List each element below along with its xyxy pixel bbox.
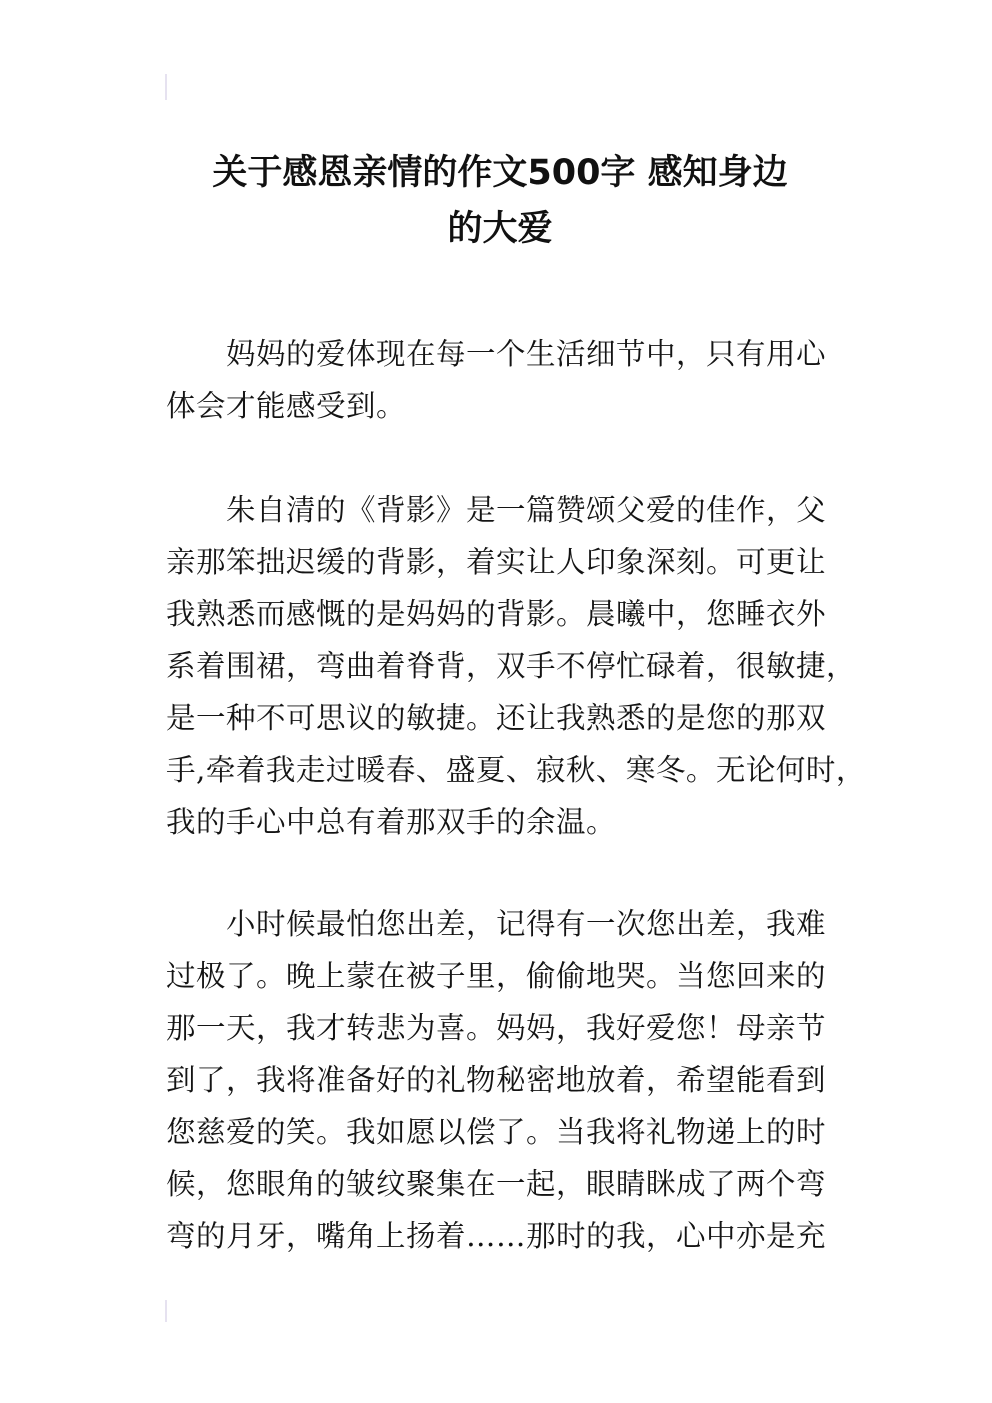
text-line: 妈妈的爱体现在每一个生活细节中，只有用心 — [226, 337, 827, 371]
title-line-2: 的大爱 — [447, 209, 553, 250]
title-line-1: 关于感恩亲情的作文500字 感知身边 — [212, 153, 788, 194]
text-line: 您慈爱的笑。我如愿以偿了。当我将礼物递上的时 — [166, 1115, 827, 1149]
text-line: 我的手心中总有着那双手的余温。 — [166, 805, 617, 839]
paragraph-2 — [166, 484, 866, 848]
text-line: 过极了。晚上蒙在被子里，偷偷地哭。当您回来的 — [166, 959, 827, 993]
page-margin-mark-top — [165, 74, 167, 100]
text-line: 朱自清的《背影》是一篇赞颂父爱的佳作，父 — [226, 493, 827, 527]
text-line: 是一种不可思议的敏捷。还让我熟悉的是您的那双 — [166, 701, 827, 735]
text-line: 我熟悉而感慨的是妈妈的背影。晨曦中，您睡衣外 — [166, 597, 827, 631]
text-line: 到了，我将准备好的礼物秘密地放着，希望能看到 — [166, 1063, 827, 1097]
text-line: 手,牵着我走过暖春、盛夏、寂秋、寒冬。无论何时， — [166, 753, 866, 787]
page-margin-mark-bottom — [165, 1300, 167, 1322]
text-line: 弯的月牙，嘴角上扬着……那时的我，心中亦是充 — [166, 1219, 827, 1253]
text-line: 小时候最怕您出差，记得有一次您出差，我难 — [226, 907, 827, 941]
text-line: 候，您眼角的皱纹聚集在一起，眼睛眯成了两个弯 — [166, 1167, 827, 1201]
paragraph-3 — [166, 898, 846, 1262]
text-line: 那一天，我才转悲为喜。妈妈，我好爱您！母亲节 — [166, 1011, 827, 1045]
document-title — [150, 145, 850, 257]
text-line: 体会才能感受到。 — [166, 389, 407, 423]
paragraph-1 — [166, 328, 846, 432]
text-line: 系着围裙，弯曲着脊背，双手不停忙碌着，很敏捷， — [166, 649, 857, 683]
text-line: 亲那笨拙迟缓的背影，着实让人印象深刻。可更让 — [166, 545, 827, 579]
